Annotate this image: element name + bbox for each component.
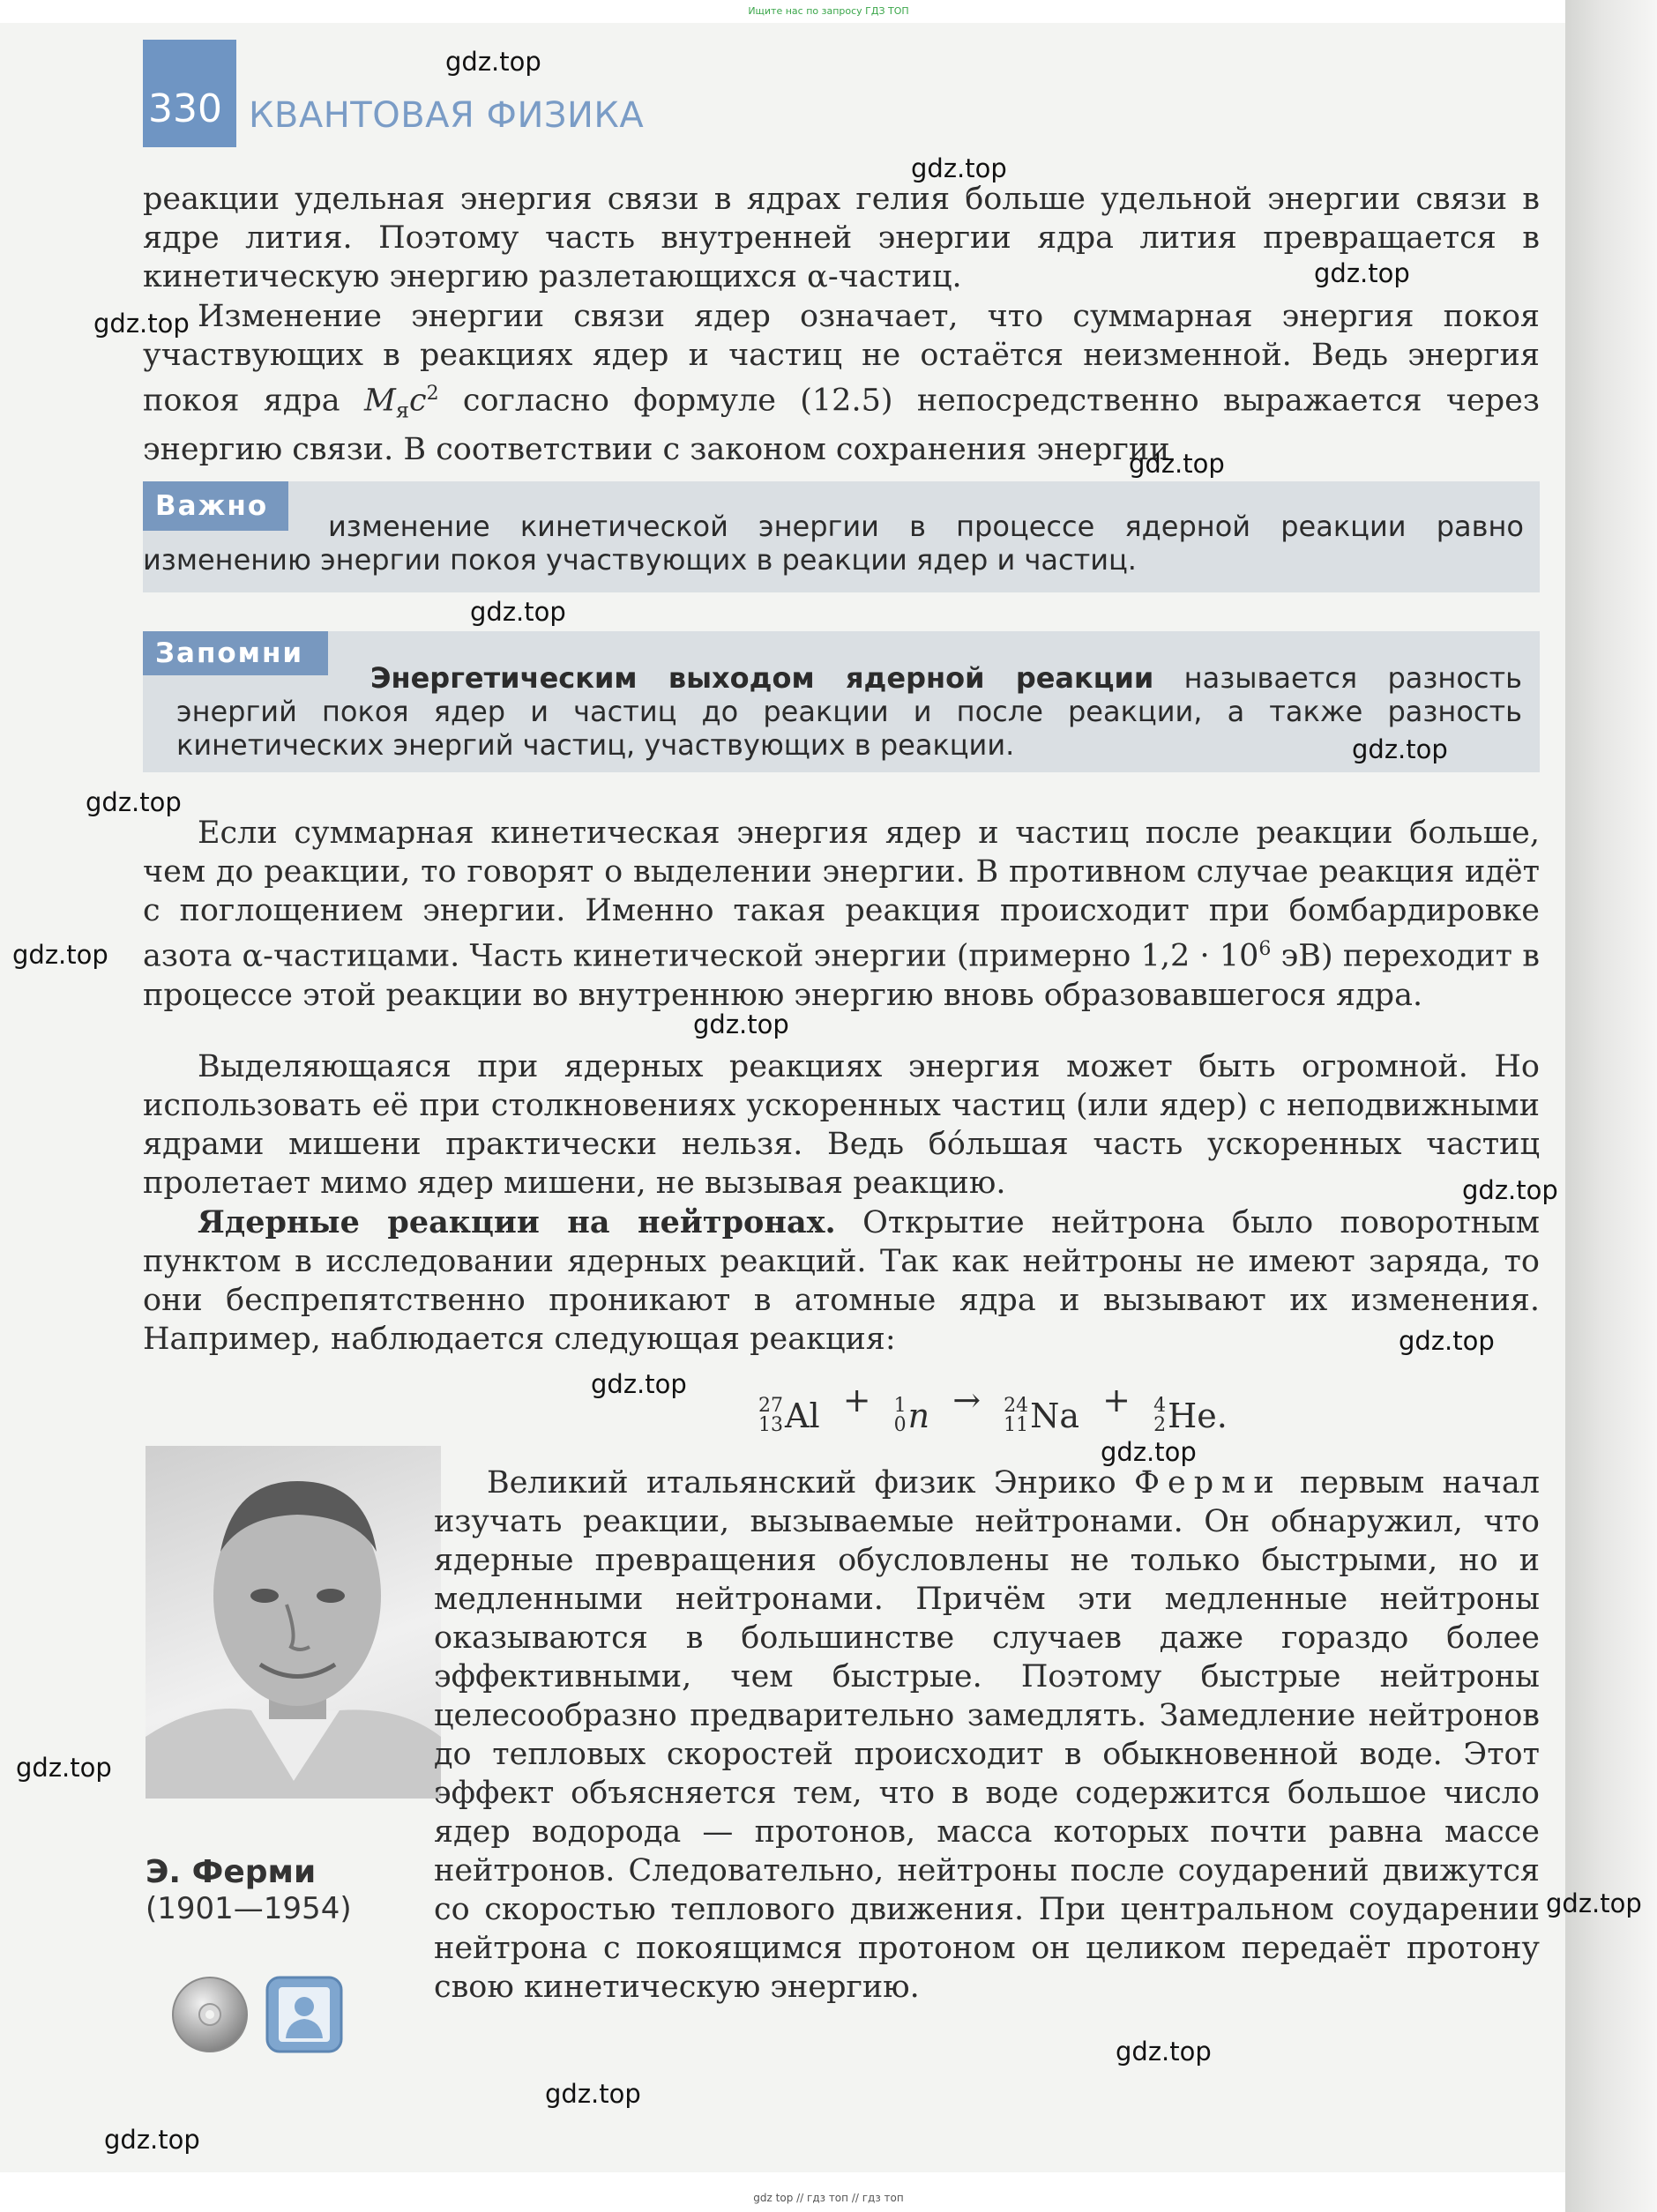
paragraph-6 — [434, 1463, 1540, 2007]
paragraph-2-text-a: Изменение энергии связи ядер означает, что суммарная энергия покоя участвующих в реакциях ядер и частиц не остаётся неизменной. Ведь энергия покоя ядра — [143, 299, 1540, 419]
fermi-name: Ферми — [1133, 1465, 1282, 1501]
n-mass-number: 1 — [893, 1395, 907, 1417]
remember-text — [176, 661, 1522, 762]
arrow-symbol: → — [952, 1381, 982, 1419]
paragraph-6-text-a: Великий итальянский физик Энрико — [487, 1465, 1134, 1501]
watermark: gdz.top — [1462, 1175, 1558, 1205]
important-label: Важно — [143, 481, 288, 531]
watermark: gdz.top — [445, 47, 541, 77]
light-speed-symbol: c — [408, 383, 427, 419]
section-title: КВАНТОВАЯ ФИЗИКА — [249, 95, 645, 136]
watermark: gdz.top — [591, 1369, 687, 1399]
na-mass-number: 24 — [1004, 1395, 1029, 1417]
person-icon[interactable] — [265, 1975, 344, 2054]
paragraph-2-text-b: согласно формуле (12.5) непосредственно выражается через энергию связи. В соответствии с законом сохранения энергии — [143, 383, 1540, 467]
mass-symbol: M — [363, 383, 396, 419]
paragraph-3 — [143, 814, 1540, 1015]
plus-sign: + — [842, 1381, 871, 1419]
plus-sign-2: + — [1102, 1381, 1131, 1419]
sodium-nucleus — [1004, 1396, 1079, 1435]
watermark: gdz.top — [86, 787, 182, 817]
mass-subscript: я — [395, 398, 409, 423]
he-charge-number: 2 — [1153, 1414, 1167, 1436]
paragraph-1-text: реакции удельная энергия связи в ядрах гелия больше удельной энергии связи в ядре лития. Поэтому часть внутренней энергии ядра лития превращается в кинетическую энергию разлетающихся α-частиц. — [143, 182, 1540, 294]
portrait-caption-name: Э. Ферми — [146, 1854, 317, 1890]
cd-icon-graphic — [170, 1975, 250, 2054]
he-symbol: He. — [1168, 1396, 1228, 1435]
portrait-drawing — [146, 1446, 441, 1799]
watermark: gdz.top — [16, 1753, 112, 1783]
portrait-caption-dates: (1901—1954) — [146, 1891, 352, 1926]
helium-nucleus — [1153, 1396, 1228, 1435]
watermark: gdz.top — [1314, 258, 1410, 288]
paragraph-3-text-b: эВ) переходит в процессе этой реакции во внутреннюю энергию вновь образовавшегося ядра. — [143, 938, 1540, 1013]
watermark: gdz.top — [1101, 1437, 1197, 1467]
important-text: изменение кинетической энергии в процессе ядерной реакции равно изменению энергии покоя участвующих в реакции ядер и частиц. — [143, 510, 1524, 577]
watermark: gdz.top — [104, 2125, 200, 2155]
paragraph-2 — [143, 297, 1540, 469]
watermark: gdz.top — [93, 309, 190, 339]
fermi-portrait — [146, 1446, 441, 1799]
watermark: gdz.top — [693, 1009, 789, 1039]
watermark: gdz.top — [12, 940, 108, 970]
al-charge-number: 13 — [758, 1414, 783, 1436]
paragraph-5-text: Открытие нейтрона было поворотным пунктом в исследовании ядерных реакций. Так как нейтроны не имеют заряда, то они беспрепятственно проникают в атомные ядра и вызывают их изменения. Например, наблюдается следующая реакция: — [143, 1205, 1540, 1357]
watermark: gdz.top — [1546, 1888, 1642, 1918]
watermark: gdz.top — [1129, 449, 1225, 479]
aluminium-nucleus — [758, 1396, 820, 1435]
exponent: 6 — [1258, 938, 1272, 960]
nuclear-reaction-formula — [758, 1381, 1228, 1435]
page-number: 330 — [148, 86, 222, 131]
he-mass-number: 4 — [1153, 1395, 1167, 1417]
page-edge — [1565, 0, 1657, 2212]
n-charge-number: 0 — [893, 1414, 907, 1436]
bottom-note: gdz top // гдз топ // гдз топ — [753, 2192, 904, 2204]
watermark: gdz.top — [470, 597, 566, 627]
n-symbol: n — [907, 1396, 930, 1435]
paragraph-4-text: Выделяющаяся при ядерных реакциях энергия может быть огромной. Но использовать её при столкновениях ускоренных частиц (или ядер) с неподвижными ядрами мишени практически нельзя. Ведь бóльшая часть ускоренных частиц пролетает мимо ядер мишени, не вызывая реакцию. — [143, 1049, 1540, 1201]
paragraph-6-text-b: первым начал изучать реакции, вызываемые нейтронами. Он обнаружил, что ядерные превращения обусловлены не только быстрыми, но и медленными нейтронами. Причём эти медленные нейтроны оказываются в большинстве случаев даже гораздо более эффективными, чем быстрые. Поэтому быстрые нейтроны целесообразно предварительно замедлять. Замедление нейтронов до тепловых скоростей происходит в обыкновенной воде. Этот эффект объясняется тем, что в воде содержится большое число ядер водорода — протонов, масса которых почти равна массе нейтронов. Следовательно, нейтроны после соударений движутся со скоростью теплового движения. При центральном соударении нейтрона с покоящимся протоном он целиком передаёт протону свою кинетическую энергию. — [434, 1465, 1540, 2005]
al-symbol: Al — [785, 1396, 820, 1435]
remember-definition: называется разность энергий покоя ядер и частиц до реакции и после реакции, а также разность кинетических энергий частиц, участвующих в реакции. — [176, 661, 1523, 762]
neutron — [894, 1396, 929, 1435]
subsection-heading: Ядерные реакции на нейтронах. — [198, 1204, 836, 1240]
watermark: gdz.top — [1116, 2037, 1212, 2067]
paragraph-3-text-a: Если суммарная кинетическая энергия ядер и частиц после реакции больше, чем до реакции, то говорят о выделении энергии. В противном случае реакция идёт с поглощением энергии. Именно такая реакция происходит при бомбардировке азота α-частицами. Часть кинетической энергии (примерно 1,2 · 10 — [143, 816, 1540, 974]
top-note: Ищите нас по запросу ГДЗ ТОП — [748, 5, 909, 17]
paragraph-4 — [143, 1047, 1540, 1203]
watermark: gdz.top — [1352, 734, 1448, 764]
watermark: gdz.top — [545, 2079, 641, 2109]
cd-icon[interactable] — [170, 1975, 250, 2054]
paragraph-5 — [143, 1203, 1540, 1359]
al-mass-number: 27 — [758, 1395, 783, 1417]
watermark: gdz.top — [1399, 1326, 1495, 1356]
remember-label: Запомни — [143, 631, 328, 675]
na-charge-number: 11 — [1004, 1414, 1029, 1436]
person-icon-graphic — [265, 1975, 344, 2054]
watermark: gdz.top — [911, 153, 1007, 183]
na-symbol: Na — [1030, 1396, 1080, 1435]
square-superscript: 2 — [426, 383, 439, 405]
remember-term: Энергетическим выходом ядерной реакции — [370, 661, 1154, 695]
